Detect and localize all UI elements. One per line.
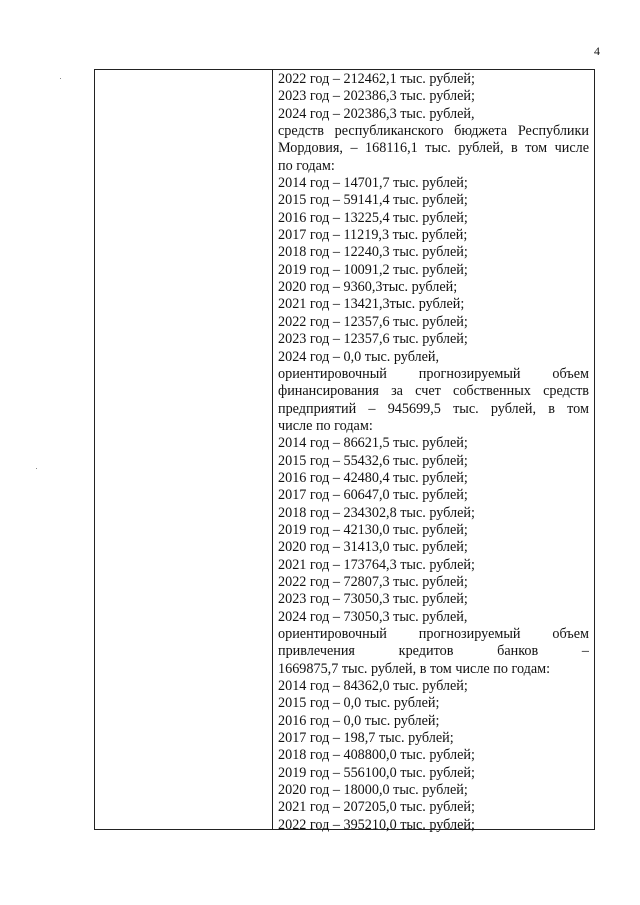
text-line: финансирования за счет собственных средств bbox=[278, 383, 589, 400]
text-line: 2017 год – 11219,3 тыс. рублей; bbox=[278, 227, 468, 244]
text-line: 2022 год – 72807,3 тыс. рублей; bbox=[278, 573, 468, 590]
text-line: 2019 год – 556100,0 тыс. рублей; bbox=[278, 764, 475, 781]
text-line: 2022 год – 212462,1 тыс. рублей; bbox=[278, 71, 475, 87]
text-line: числе по годам: bbox=[278, 417, 373, 434]
text-line: 2015 год – 59141,4 тыс. рублей; bbox=[278, 192, 468, 209]
text-line: 2014 год – 84362,0 тыс. рублей; bbox=[278, 678, 468, 695]
text-line: 2021 год – 207205,0 тыс. рублей; bbox=[278, 799, 475, 816]
text-line: 2015 год – 0,0 тыс. рублей; bbox=[278, 695, 440, 712]
text-line: 2019 год – 10091,2 тыс. рублей; bbox=[278, 261, 468, 278]
text-line: 2017 год – 60647,0 тыс. рублей; bbox=[278, 487, 468, 504]
text-line: 2020 год – 31413,0 тыс. рублей; bbox=[278, 539, 468, 556]
text-line: 2020 год – 9360,3тыс. рублей; bbox=[278, 279, 458, 296]
text-line: привлечения кредитов банков – bbox=[278, 643, 589, 660]
financing-table bbox=[94, 69, 595, 833]
text-line: 2021 год – 173764,3 тыс. рублей; bbox=[278, 556, 475, 573]
text-line: Мордовия, – 168116,1 тыс. рублей, в том числе bbox=[278, 140, 589, 157]
text-line: по годам: bbox=[278, 157, 335, 174]
text-line: 2023 год – 202386,3 тыс. рублей; bbox=[278, 88, 475, 105]
text-line: 2018 год – 12240,3 тыс. рублей; bbox=[278, 244, 468, 261]
scan-mark bbox=[36, 468, 37, 469]
text-line: предприятий – 945699,5 тыс. рублей, в том bbox=[278, 400, 589, 417]
text-line: средств республиканского бюджета Республики bbox=[278, 123, 589, 140]
text-line: 2016 год – 42480,4 тыс. рублей; bbox=[278, 469, 468, 486]
text-line: 2020 год – 18000,0 тыс. рублей; bbox=[278, 782, 468, 799]
text-line: 2019 год – 42130,0 тыс. рублей; bbox=[278, 521, 468, 538]
text-line: 2017 год – 198,7 тыс. рублей; bbox=[278, 730, 454, 747]
text-line: 2014 год – 86621,5 тыс. рублей; bbox=[278, 435, 468, 452]
text-line: 2015 год – 55432,6 тыс. рублей; bbox=[278, 452, 468, 469]
text-line: 2024 год – 0,0 тыс. рублей, bbox=[278, 348, 440, 365]
text-line: 2022 год – 12357,6 тыс. рублей; bbox=[278, 313, 468, 330]
financing-text-cell bbox=[278, 71, 589, 834]
page-number: 4 bbox=[594, 44, 600, 58]
scan-mark bbox=[60, 78, 61, 79]
text-line: 2018 год – 408800,0 тыс. рублей; bbox=[278, 747, 475, 764]
text-line: 2014 год – 14701,7 тыс. рублей; bbox=[278, 175, 468, 192]
text-line: 1669875,7 тыс. рублей, в том числе по годам: bbox=[278, 660, 551, 677]
text-line: 2016 год – 13225,4 тыс. рублей; bbox=[278, 209, 468, 226]
text-line: 2023 год – 73050,3 тыс. рублей; bbox=[278, 591, 468, 608]
text-line: 2022 год – 395210,0 тыс. рублей; bbox=[278, 816, 475, 833]
column-divider bbox=[272, 70, 273, 829]
text-line: 2016 год – 0,0 тыс. рублей; bbox=[278, 712, 440, 729]
text-line: 2023 год – 12357,6 тыс. рублей; bbox=[278, 331, 468, 348]
text-line: 2021 год – 13421,3тыс. рублей; bbox=[278, 296, 465, 313]
text-line: 2024 год – 73050,3 тыс. рублей, bbox=[278, 608, 468, 625]
text-line: 2018 год – 234302,8 тыс. рублей; bbox=[278, 504, 475, 521]
text-line: ориентировочный прогнозируемый объем bbox=[278, 626, 589, 642]
text-line: ориентировочный прогнозируемый объем bbox=[278, 365, 589, 382]
text-line: 2024 год – 202386,3 тыс. рублей, bbox=[278, 105, 475, 122]
